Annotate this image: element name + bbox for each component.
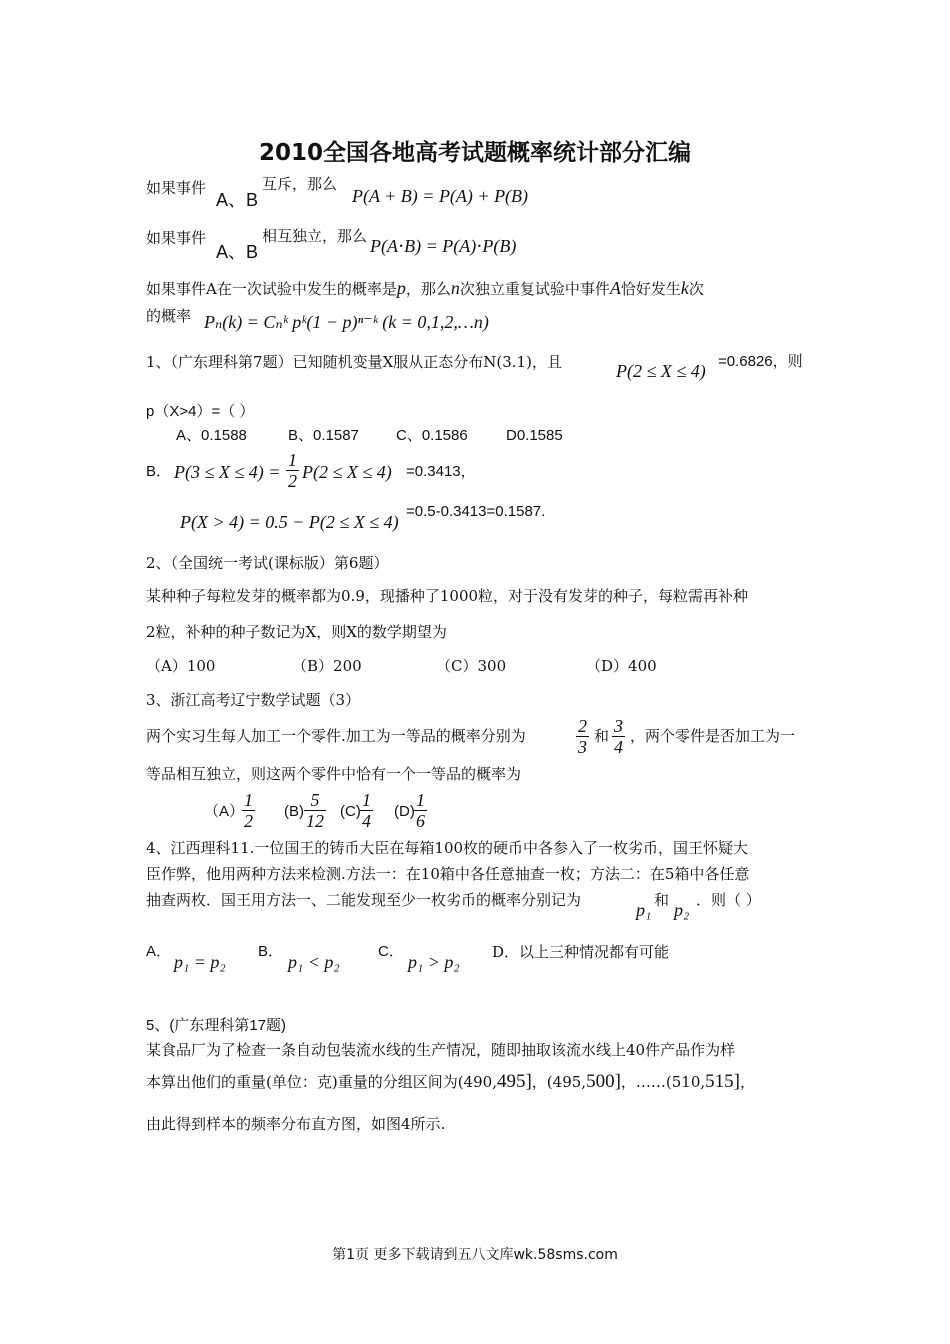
q3-frac2-den: 4: [614, 737, 623, 757]
q2-head: 2、（全国统一考试(课标版）第6题）: [146, 554, 389, 572]
formula1-mid: 互斥，那么: [262, 175, 338, 193]
q4-option-a-expr: p₁ = p₂: [174, 952, 226, 972]
q2-option-c: （C）300: [436, 657, 507, 675]
q3-frac1-num: 2: [578, 716, 587, 736]
formula2-ab: A、B: [216, 242, 259, 262]
q1-solution2-expr: P(X > 4) = 0.5 − P(2 ≤ X ≤ 4): [180, 512, 399, 532]
formula1-prefix: 如果事件: [146, 179, 207, 197]
formula1-ab: A、B: [216, 190, 259, 210]
q1-solution1-frac-den: 2: [288, 471, 297, 491]
q4-line3-and: 和: [654, 891, 670, 909]
q3-frac2-num: 3: [614, 716, 623, 736]
q3-frac-3-4: [612, 716, 625, 757]
q3-option-b-label: (B): [284, 803, 304, 820]
q5-head: 5、(广东理科第17题): [146, 1017, 287, 1034]
q5-line2-b: ，(495,: [531, 1073, 587, 1091]
q3-option-b-num: 5: [310, 790, 320, 810]
q1-stem-b: =0.6826，则: [718, 353, 803, 370]
q1-solution1-value: =0.3413，: [406, 463, 476, 480]
q3-line1-b: ，两个零件是否加工为一: [630, 727, 796, 745]
q3-option-a-num: 1: [244, 790, 253, 810]
q3-frac1-den: 3: [578, 737, 587, 757]
q3-option-a-den: 2: [244, 811, 253, 831]
formula3-k: k: [680, 278, 689, 298]
q5-interval2: 500]: [586, 1071, 621, 1092]
q3-option-d-den: 6: [416, 811, 425, 831]
formula3-line2-label: 的概率: [146, 307, 192, 325]
q5-interval3: 515]: [705, 1071, 740, 1092]
q3-option-b-den: 12: [306, 811, 324, 831]
formula2-mid: 相互独立，那么: [262, 227, 368, 245]
q1-solution1-rhs: P(2 ≤ X ≤ 4): [302, 462, 392, 482]
q1-solution1-lhs: P(3 ≤ X ≤ 4) =: [174, 462, 281, 482]
q3-option-c-label: (C): [340, 803, 361, 820]
q5-line1: 某食品厂为了检查一条自动包装流水线的生产情况，随即抽取该流水线上40件产品作为样: [146, 1041, 736, 1059]
q4-p1: p₁: [636, 900, 652, 920]
q1-option-a: A、0.1588: [176, 427, 247, 444]
q5-line2-d: ，: [739, 1073, 755, 1091]
formula3-text-c: 次独立重复试验中事件: [459, 280, 610, 298]
formula3-text-d: 恰好发生: [620, 280, 681, 298]
q4-option-b-label: B．: [258, 943, 284, 960]
q3-option-a-label: （A）: [204, 803, 245, 820]
q3-line1-a: 两个实习生每人加工一个零件.加工为一等品的概率分别为: [146, 727, 526, 745]
q3-frac-2-3: [576, 716, 589, 757]
q4-option-c-label: C．: [378, 943, 404, 960]
q2-option-d: （D）400: [586, 657, 657, 675]
q4-line3-a: 抽查两枚．国王用方法一、二能发现至少一枚劣币的概率分别记为: [146, 891, 582, 909]
q1-stem-line2: p（X>4）=（ ）: [146, 403, 255, 420]
q2-option-b: （B）200: [292, 657, 362, 675]
page-footer: 第1页 更多下载请到五八文库wk.58sms.com: [332, 1247, 618, 1263]
q3-option-b-frac: [304, 790, 326, 831]
q1-option-d: D0.1585: [506, 427, 563, 444]
q3-option-c-frac: [360, 790, 373, 831]
q1-stem-expr: P(2 ≤ X ≤ 4): [616, 361, 706, 381]
formula3-text-b: ，那么: [405, 280, 451, 298]
q3-option-d-num: 1: [416, 790, 425, 810]
q3-line1-and: 和: [594, 727, 610, 745]
q1-stem-a: 1、（广东理科第7题）已知随机变量X服从正态分布N(3.1)，且: [146, 353, 562, 371]
q1-solution-prefix: B．: [146, 463, 172, 480]
q4-p2: p₂: [674, 900, 690, 920]
q4-option-a-label: A．: [146, 943, 172, 960]
formula3-text-e: 次: [688, 280, 704, 298]
q3-line2: 等品相互独立，则这两个零件中恰有一个一等品的概率为: [146, 765, 522, 783]
q2-option-a: （A）100: [146, 657, 216, 675]
formula3-A: A: [609, 278, 621, 298]
formula3-p: p: [396, 278, 406, 298]
formula3-n: n: [450, 278, 460, 298]
q1-solution1-frac: [286, 450, 299, 491]
q1-solution1-frac-num: 1: [288, 450, 297, 470]
q3-option-a-frac: [242, 790, 255, 831]
formula3-text-a: 如果事件A在一次试验中发生的概率是: [146, 280, 397, 298]
q3-option-d-frac: [414, 790, 427, 831]
q2-line1: 某种种子每粒发芽的概率都为0.9，现播种了1000粒，对于没有发芽的种子，每粒需再补种: [146, 587, 749, 605]
formula1-expr: P(A + B) = P(A) + P(B): [352, 186, 529, 206]
q4-option-b-expr: p₁ < p₂: [288, 952, 340, 972]
page-title: 2010全国各地高考试题概率统计部分汇编: [258, 140, 691, 166]
q4-line2: 臣作弊，他用两种方法来检测.方法一：在10箱中各任意抽查一枚；方法二：在5箱中各任意: [146, 865, 750, 883]
q1-option-c: C、0.1586: [396, 427, 468, 444]
q4-option-c-expr: p₁ > p₂: [408, 952, 460, 972]
formula3-line2-expr: Pₙ(k) = Cₙᵏ pᵏ(1 − p)ⁿ⁻ᵏ (k = 0,1,2,…n): [204, 312, 489, 332]
q4-line3-b: ．则（ ）: [696, 891, 761, 909]
q2-line2: 2粒，补种的种子数记为X，则X的数学期望为: [146, 623, 447, 641]
q5-line3: 由此得到样本的频率分布直方图，如图4所示.: [146, 1115, 446, 1133]
q1-option-b: B、0.1587: [288, 427, 359, 444]
q5-interval1: 495]: [496, 1071, 532, 1092]
q3-option-d-label: (D): [394, 803, 415, 820]
q5-line2-a: 本算出他们的重量(单位：克)重量的分组区间为(490,: [146, 1073, 497, 1091]
formula2-prefix: 如果事件: [146, 229, 207, 247]
q4-option-d: D．以上三种情况都有可能: [492, 943, 670, 961]
q3-head: 3、浙江高考辽宁数学试题（3）: [146, 691, 361, 709]
q4-line1: 4、江西理科11.一位国王的铸币大臣在每箱100枚的硬币中各参入了一枚劣币，国王怀疑大: [146, 839, 749, 857]
formula2-expr: P(A⋅B) = P(A)⋅P(B): [370, 236, 517, 256]
q3-option-c-num: 1: [362, 790, 371, 810]
q5-line2-c: ，……(510,: [620, 1073, 706, 1091]
q3-option-c-den: 4: [362, 811, 371, 831]
q1-solution2-value: =0.5-0.3413=0.1587.: [406, 503, 546, 520]
